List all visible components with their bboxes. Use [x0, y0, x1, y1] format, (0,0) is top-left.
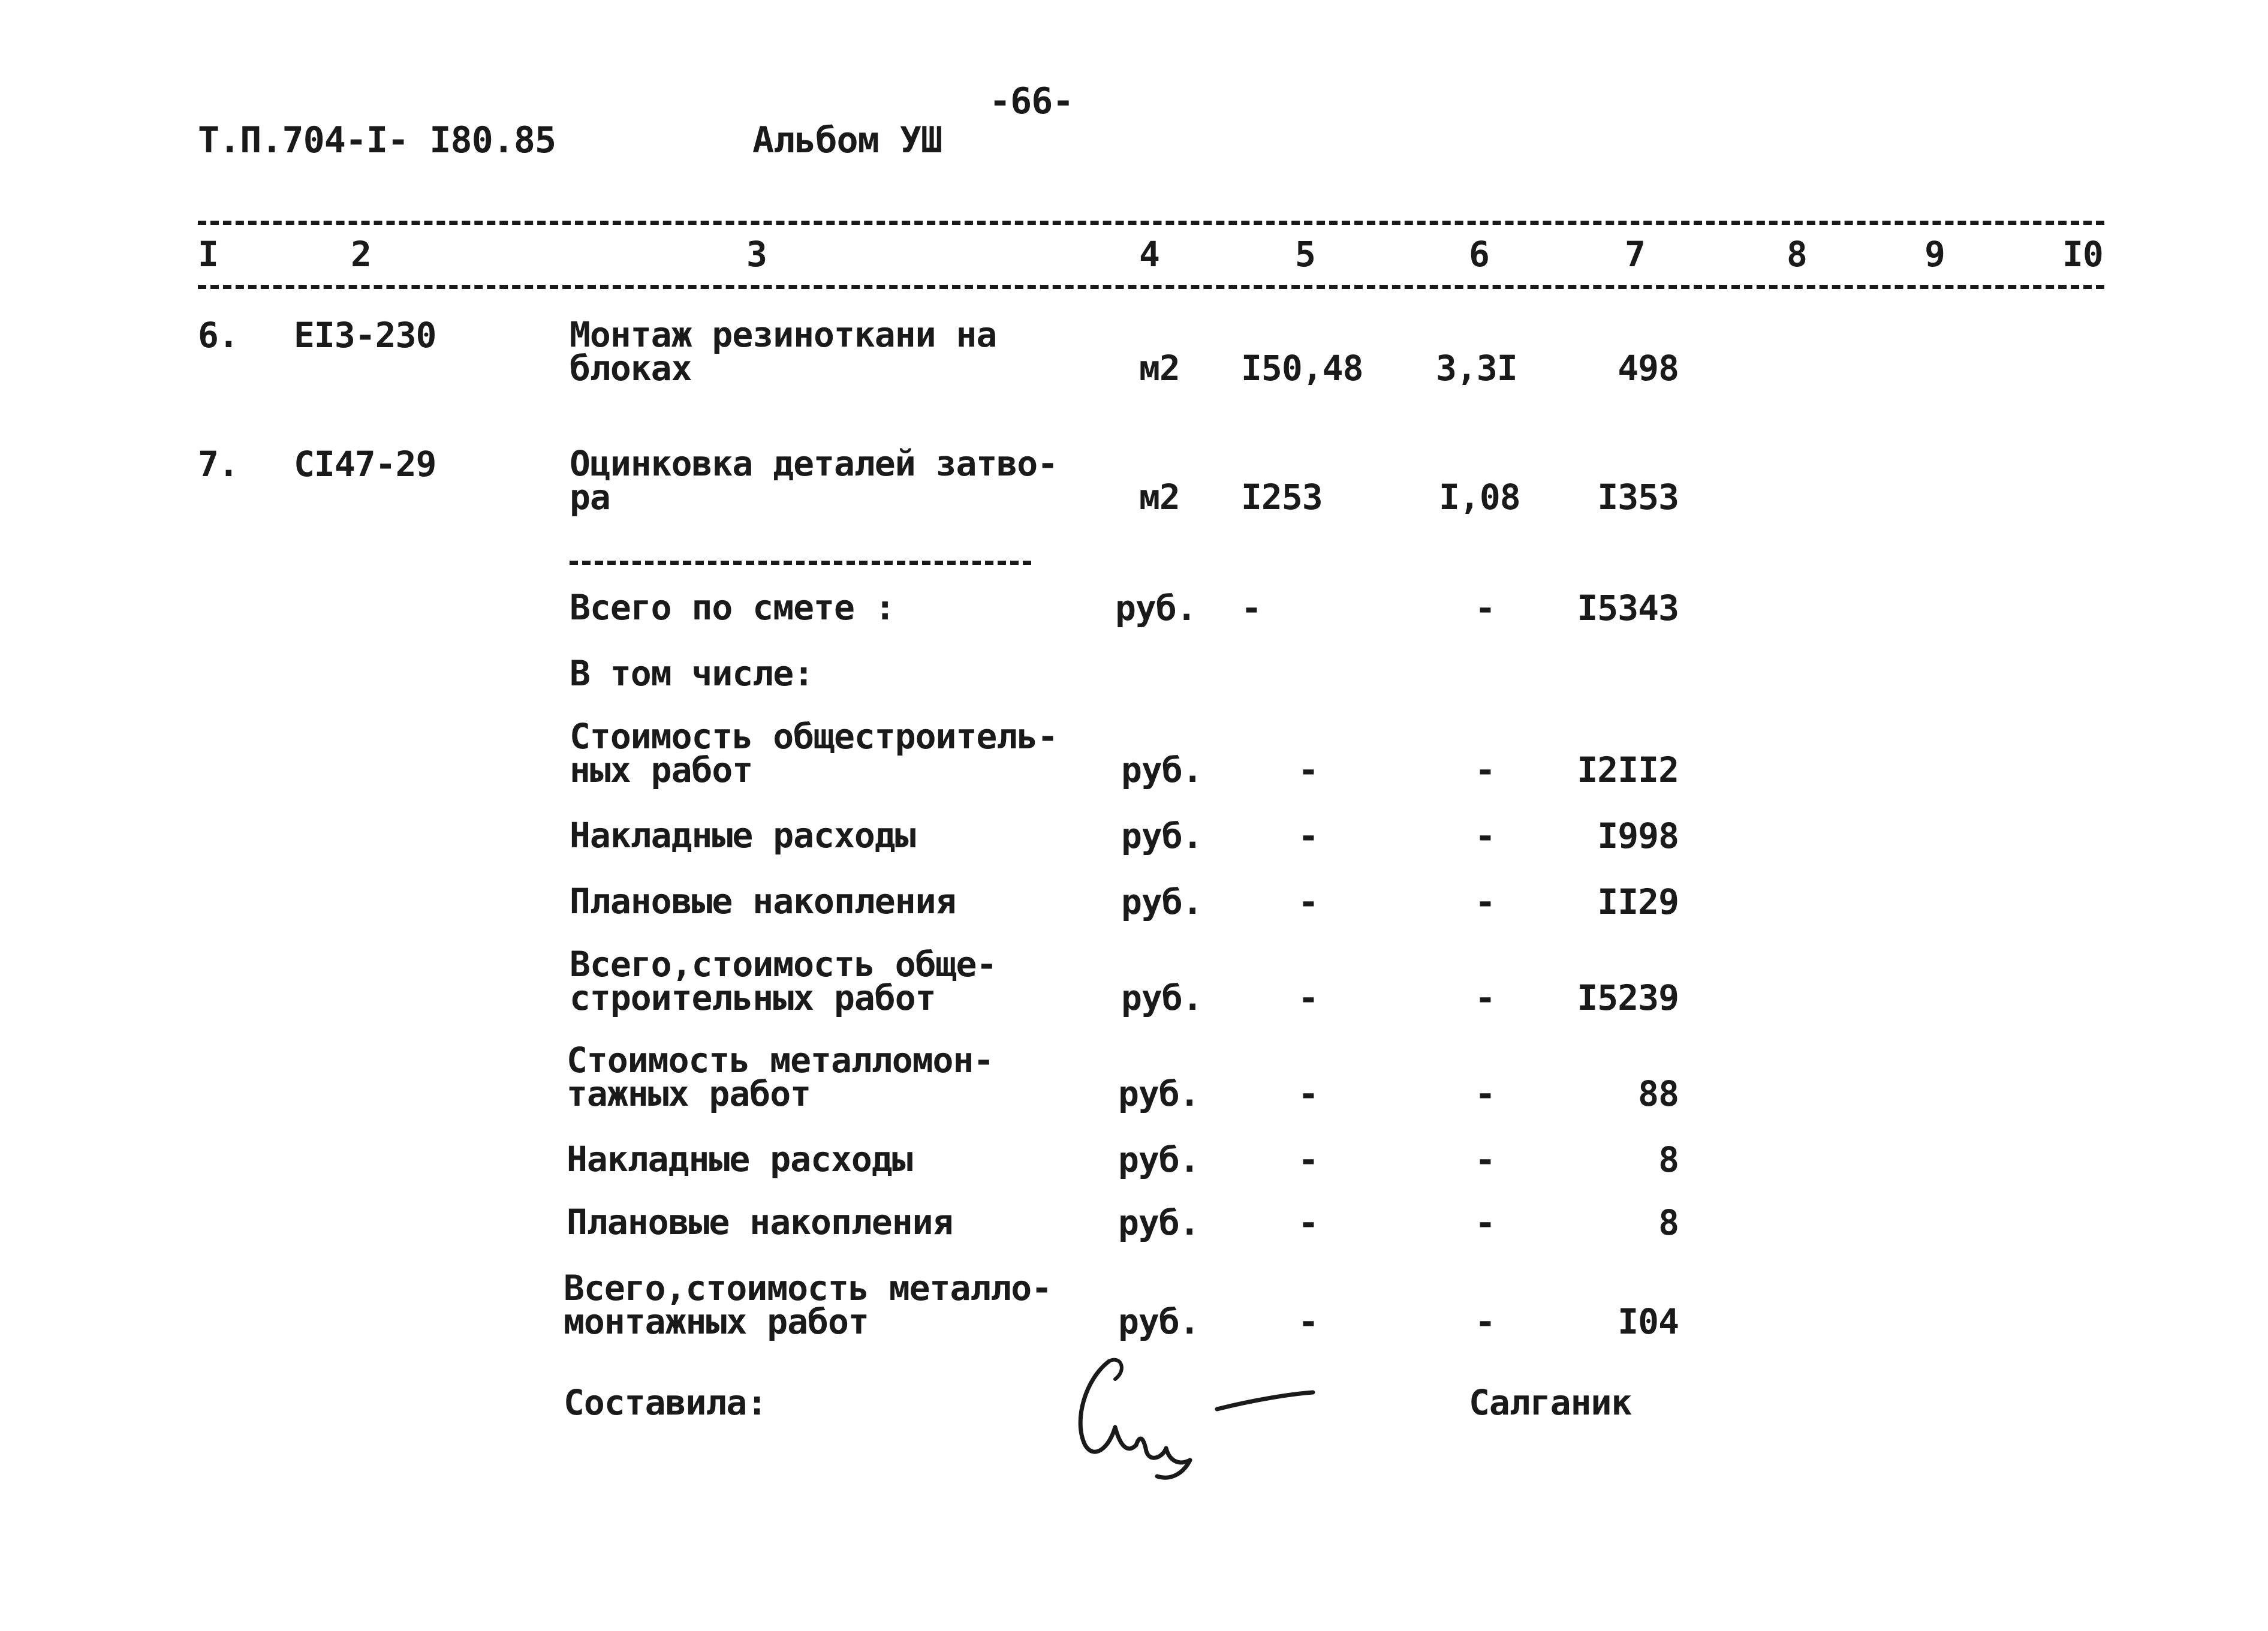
summary-unit: руб. — [1118, 1202, 1200, 1243]
column-header: 6 — [1469, 234, 1489, 275]
summary-label: Накладные расходы — [567, 1139, 912, 1179]
summary-unit: руб. — [1115, 588, 1197, 628]
signature-icon — [1073, 1343, 1349, 1481]
header-rule-bottom — [198, 285, 2104, 289]
summary-label: Плановые накопления — [570, 881, 956, 922]
column-header: I — [198, 234, 218, 275]
row-unit-price: I,08 — [1439, 477, 1520, 517]
summary-col6: - — [1475, 977, 1495, 1018]
summary-col6: - — [1475, 1139, 1495, 1180]
column-header: I0 — [2062, 234, 2103, 275]
summary-label: Стоимость металломон- тажных работ — [567, 1040, 994, 1114]
compiler-name: Салганик — [1469, 1382, 1632, 1423]
column-header: 7 — [1625, 234, 1645, 275]
row-number: 6. — [198, 315, 239, 356]
summary-col6: - — [1475, 816, 1495, 856]
summary-col6: - — [1475, 1202, 1495, 1243]
summary-col5: - — [1298, 1202, 1318, 1243]
summary-col6: - — [1475, 1301, 1495, 1342]
column-header: 4 — [1139, 234, 1159, 275]
summary-label: Стоимость общестроитель- ных работ — [570, 716, 1058, 790]
row-number: 7. — [198, 444, 239, 485]
subtotal-rule — [570, 561, 1031, 565]
summary-unit: руб. — [1121, 881, 1203, 922]
row-description: Оцинковка деталей затво- ра — [570, 443, 1058, 517]
summary-col6: - — [1475, 750, 1495, 790]
row-quantity: I50,48 — [1241, 348, 1363, 389]
row-quantity: I253 — [1241, 477, 1323, 517]
row-total: 498 — [1618, 348, 1679, 389]
summary-unit: руб. — [1118, 1073, 1200, 1114]
summary-unit: руб. — [1118, 1301, 1200, 1342]
column-header: 3 — [746, 234, 767, 275]
summary-total: I998 — [1597, 816, 1679, 856]
summary-col5: - — [1241, 588, 1261, 628]
column-header: 9 — [1924, 234, 1945, 275]
summary-total: I04 — [1618, 1301, 1679, 1342]
summary-label: Всего,стоимость обще- строительных работ — [570, 944, 997, 1018]
summary-col6: - — [1475, 588, 1495, 628]
row-unit-price: 3,3I — [1436, 348, 1517, 389]
row-unit: м2 — [1139, 477, 1180, 517]
summary-col5: - — [1298, 1301, 1318, 1342]
row-unit: м2 — [1139, 348, 1180, 389]
page-number: -66- — [989, 80, 1074, 122]
summary-unit: руб. — [1121, 750, 1203, 790]
summary-unit: руб. — [1121, 977, 1203, 1018]
document-code: Т.П.704-I- I80.85 — [198, 119, 556, 161]
summary-unit: руб. — [1121, 816, 1203, 856]
header-rule-top — [198, 221, 2104, 225]
column-header: 5 — [1295, 234, 1315, 275]
summary-label: В том числе: — [570, 653, 814, 694]
summary-total: 88 — [1638, 1073, 1679, 1114]
summary-col5: - — [1298, 881, 1318, 922]
summary-label: Накладные расходы — [570, 815, 915, 856]
summary-col6: - — [1475, 881, 1495, 922]
summary-unit: руб. — [1118, 1139, 1200, 1180]
summary-total: 8 — [1658, 1202, 1679, 1243]
row-code: CI47-29 — [294, 444, 436, 485]
summary-col6: - — [1475, 1073, 1495, 1114]
compiled-by-label: Составила: — [564, 1382, 767, 1423]
summary-total: I5343 — [1577, 588, 1679, 628]
row-total: I353 — [1597, 477, 1679, 517]
summary-col5: - — [1298, 750, 1318, 790]
summary-total: 8 — [1658, 1139, 1679, 1180]
summary-label: Всего,стоимость металло- монтажных работ — [564, 1268, 1052, 1342]
summary-label: Плановые накопления — [567, 1202, 953, 1242]
summary-col5: - — [1298, 1073, 1318, 1114]
summary-total: II29 — [1597, 881, 1679, 922]
column-header: 8 — [1787, 234, 1807, 275]
summary-col5: - — [1298, 1139, 1318, 1180]
summary-total: I2II2 — [1577, 750, 1679, 790]
row-description: Монтаж резиноткани на блоках — [570, 314, 997, 389]
album-label: Альбом УШ — [752, 119, 942, 161]
summary-col5: - — [1298, 816, 1318, 856]
summary-col5: - — [1298, 977, 1318, 1018]
summary-total: I5239 — [1577, 977, 1679, 1018]
column-header: 2 — [351, 234, 371, 275]
summary-label: Всего по смете : — [570, 587, 895, 628]
row-code: EI3-230 — [294, 315, 436, 356]
